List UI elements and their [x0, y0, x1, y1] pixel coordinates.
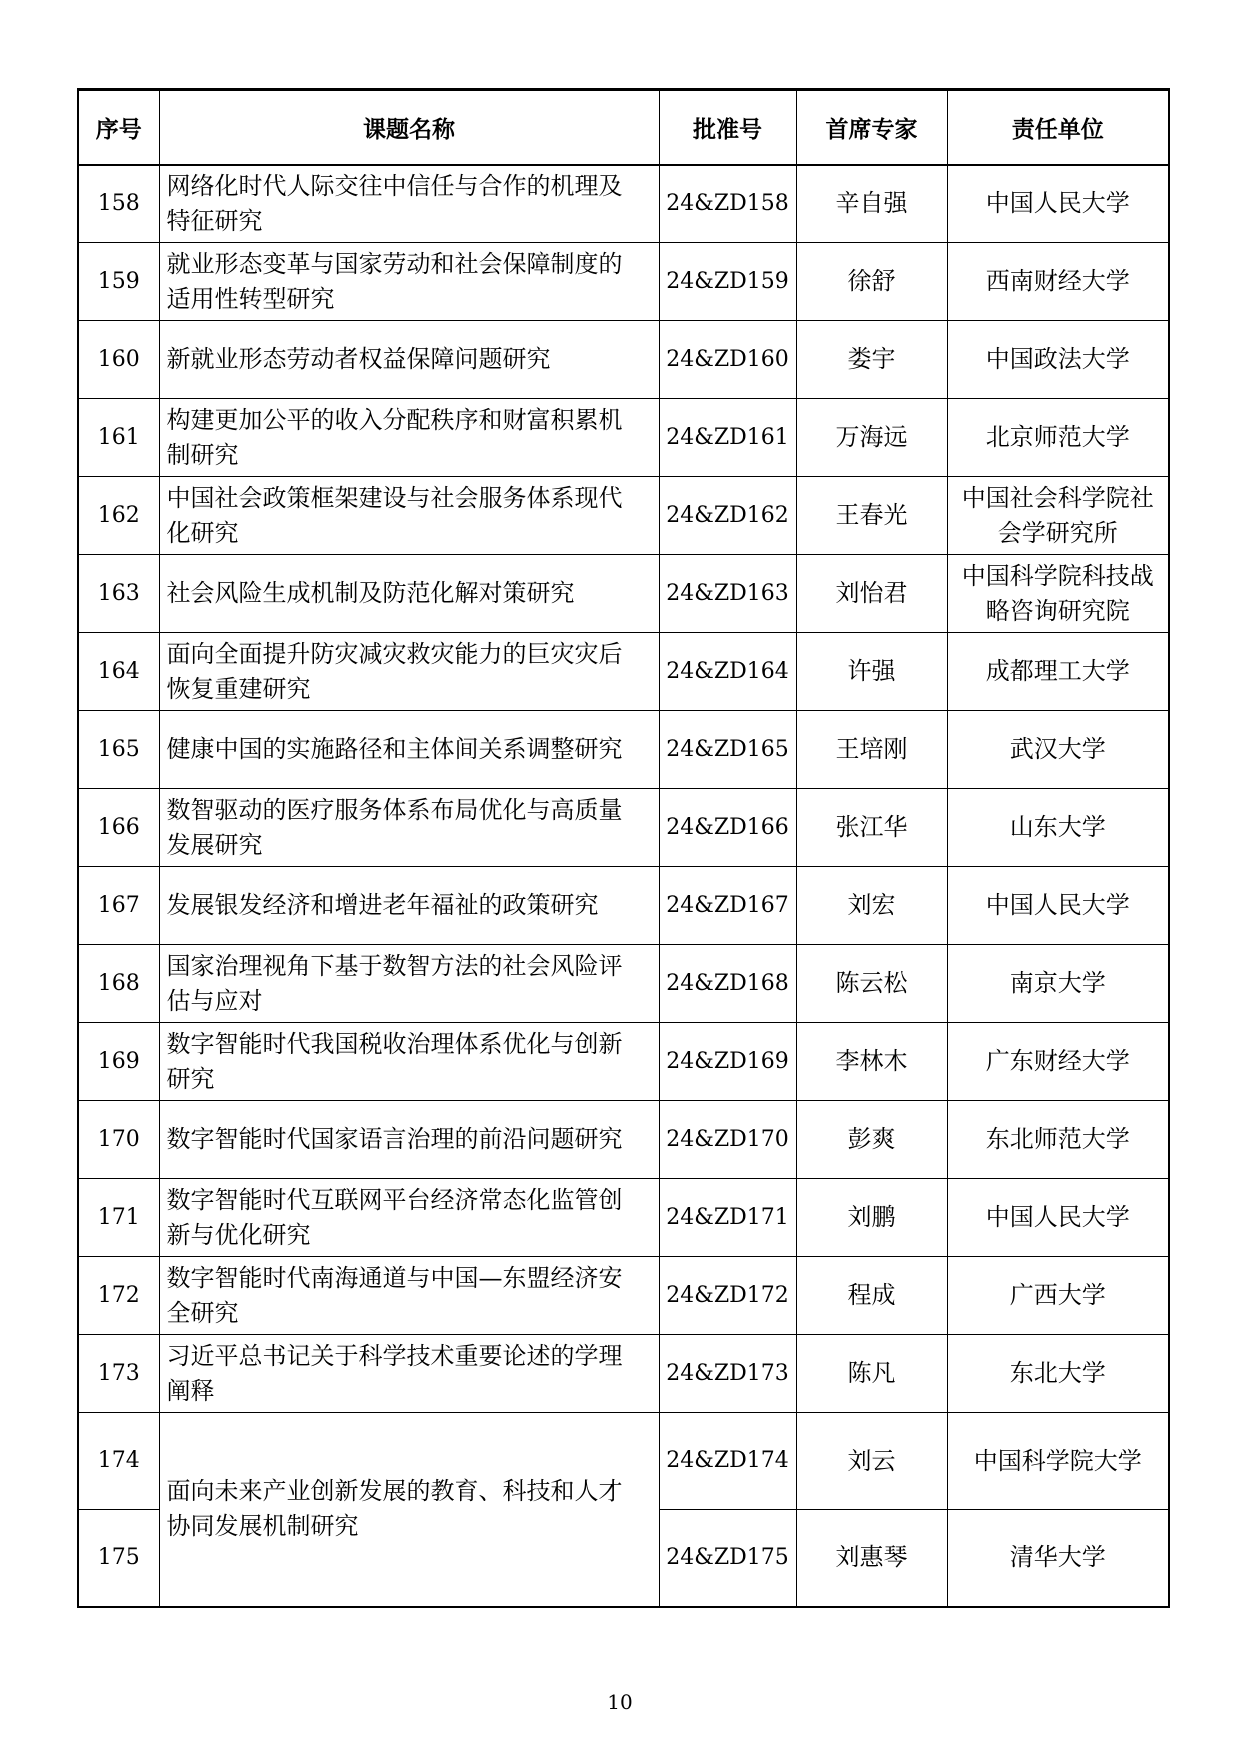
- chief-expert-cell: 刘鹏: [796, 1179, 947, 1257]
- serial-number-cell: 169: [78, 1023, 159, 1101]
- table-row: [78, 399, 1169, 477]
- header-grant-number: 批准号: [659, 90, 796, 165]
- chief-expert-cell: 刘怡君: [796, 555, 947, 633]
- header-project-title: 课题名称: [159, 90, 659, 165]
- project-title-cell: 国家治理视角下基于数智方法的社会风险评估与应对: [159, 945, 659, 1023]
- serial-number-cell: 161: [78, 399, 159, 477]
- responsible-org-cell: 中国政法大学: [947, 321, 1169, 399]
- table-row: [78, 1101, 1169, 1179]
- project-title-cell: 新就业形态劳动者权益保障问题研究: [159, 321, 659, 399]
- chief-expert-cell: 陈凡: [796, 1335, 947, 1413]
- page-number: 10: [607, 1690, 633, 1714]
- serial-number-cell: 173: [78, 1335, 159, 1413]
- table-row: [78, 633, 1169, 711]
- project-title-cell: 健康中国的实施路径和主体间关系调整研究: [159, 711, 659, 789]
- serial-number-cell: 172: [78, 1257, 159, 1335]
- table-row: [78, 711, 1169, 789]
- table-row: [78, 867, 1169, 945]
- grant-number-cell: 24&ZD166: [659, 789, 796, 867]
- header-row: [78, 90, 1169, 165]
- project-title-cell: 社会风险生成机制及防范化解对策研究: [159, 555, 659, 633]
- serial-number-cell: 168: [78, 945, 159, 1023]
- serial-number-cell: 166: [78, 789, 159, 867]
- chief-expert-cell: 王培刚: [796, 711, 947, 789]
- chief-expert-cell: 张江华: [796, 789, 947, 867]
- table-row: [78, 1179, 1169, 1257]
- chief-expert-cell: 王春光: [796, 477, 947, 555]
- chief-expert-cell: 刘宏: [796, 867, 947, 945]
- chief-expert-cell: 陈云松: [796, 945, 947, 1023]
- serial-number-cell: 171: [78, 1179, 159, 1257]
- project-title-cell: 习近平总书记关于科学技术重要论述的学理阐释: [159, 1335, 659, 1413]
- serial-number-cell: 167: [78, 867, 159, 945]
- grant-number-cell: 24&ZD162: [659, 477, 796, 555]
- responsible-org-cell: 中国人民大学: [947, 1179, 1169, 1257]
- serial-number-cell: 158: [78, 165, 159, 243]
- responsible-org-cell: 中国社会科学院社会学研究所: [947, 477, 1169, 555]
- header-chief-expert: 首席专家: [796, 90, 947, 165]
- grant-number-cell: 24&ZD167: [659, 867, 796, 945]
- table-row: [78, 1257, 1169, 1335]
- project-title-cell: 数字智能时代国家语言治理的前沿问题研究: [159, 1101, 659, 1179]
- serial-number-cell: 170: [78, 1101, 159, 1179]
- serial-number-cell: 163: [78, 555, 159, 633]
- responsible-org-cell: 武汉大学: [947, 711, 1169, 789]
- project-title-cell: 面向全面提升防灾减灾救灾能力的巨灾灾后恢复重建研究: [159, 633, 659, 711]
- project-list-table: [77, 88, 1170, 1608]
- project-title-cell: 发展银发经济和增进老年福祉的政策研究: [159, 867, 659, 945]
- responsible-org-cell: 东北大学: [947, 1335, 1169, 1413]
- chief-expert-cell: 万海远: [796, 399, 947, 477]
- table-row: [78, 1413, 1169, 1510]
- project-title-cell: 数智驱动的医疗服务体系布局优化与高质量发展研究: [159, 789, 659, 867]
- project-title-cell: 就业形态变革与国家劳动和社会保障制度的适用性转型研究: [159, 243, 659, 321]
- responsible-org-cell: 成都理工大学: [947, 633, 1169, 711]
- responsible-org-cell: 中国人民大学: [947, 165, 1169, 243]
- grant-number-cell: 24&ZD160: [659, 321, 796, 399]
- grant-number-cell: 24&ZD169: [659, 1023, 796, 1101]
- responsible-org-cell: 广西大学: [947, 1257, 1169, 1335]
- table-row: [78, 243, 1169, 321]
- table-row: [78, 945, 1169, 1023]
- grant-number-cell: 24&ZD173: [659, 1335, 796, 1413]
- serial-number-cell: 164: [78, 633, 159, 711]
- grant-number-cell: 24&ZD174: [659, 1413, 796, 1510]
- project-title-cell: 面向未来产业创新发展的教育、科技和人才协同发展机制研究: [159, 1413, 659, 1607]
- chief-expert-cell: 彭爽: [796, 1101, 947, 1179]
- chief-expert-cell: 刘惠琴: [796, 1510, 947, 1607]
- table-row: [78, 321, 1169, 399]
- table-row: [78, 165, 1169, 243]
- responsible-org-cell: 清华大学: [947, 1510, 1169, 1607]
- grant-number-cell: 24&ZD163: [659, 555, 796, 633]
- grant-number-cell: 24&ZD159: [659, 243, 796, 321]
- table-header: [78, 90, 1169, 165]
- chief-expert-cell: 辛自强: [796, 165, 947, 243]
- chief-expert-cell: 徐舒: [796, 243, 947, 321]
- grant-number-cell: 24&ZD175: [659, 1510, 796, 1607]
- serial-number-cell: 174: [78, 1413, 159, 1510]
- responsible-org-cell: 中国科学院大学: [947, 1413, 1169, 1510]
- table-row: [78, 555, 1169, 633]
- grant-number-cell: 24&ZD161: [659, 399, 796, 477]
- grant-number-cell: 24&ZD164: [659, 633, 796, 711]
- project-title-cell: 中国社会政策框架建设与社会服务体系现代化研究: [159, 477, 659, 555]
- table-row: [78, 477, 1169, 555]
- chief-expert-cell: 李林木: [796, 1023, 947, 1101]
- serial-number-cell: 165: [78, 711, 159, 789]
- responsible-org-cell: 西南财经大学: [947, 243, 1169, 321]
- serial-number-cell: 175: [78, 1510, 159, 1607]
- project-title-cell: 构建更加公平的收入分配秩序和财富积累机制研究: [159, 399, 659, 477]
- grant-number-cell: 24&ZD158: [659, 165, 796, 243]
- grant-number-cell: 24&ZD170: [659, 1101, 796, 1179]
- grant-number-cell: 24&ZD168: [659, 945, 796, 1023]
- serial-number-cell: 160: [78, 321, 159, 399]
- serial-number-cell: 159: [78, 243, 159, 321]
- serial-number-cell: 162: [78, 477, 159, 555]
- responsible-org-cell: 中国人民大学: [947, 867, 1169, 945]
- header-responsible-org: 责任单位: [947, 90, 1169, 165]
- chief-expert-cell: 娄宇: [796, 321, 947, 399]
- responsible-org-cell: 南京大学: [947, 945, 1169, 1023]
- responsible-org-cell: 山东大学: [947, 789, 1169, 867]
- responsible-org-cell: 北京师范大学: [947, 399, 1169, 477]
- grant-number-cell: 24&ZD171: [659, 1179, 796, 1257]
- project-title-cell: 数字智能时代我国税收治理体系优化与创新研究: [159, 1023, 659, 1101]
- chief-expert-cell: 刘云: [796, 1413, 947, 1510]
- grant-number-cell: 24&ZD165: [659, 711, 796, 789]
- responsible-org-cell: 中国科学院科技战略咨询研究院: [947, 555, 1169, 633]
- table-row: [78, 789, 1169, 867]
- project-title-cell: 网络化时代人际交往中信任与合作的机理及特征研究: [159, 165, 659, 243]
- table-row: [78, 1335, 1169, 1413]
- table-body: [78, 165, 1169, 1607]
- project-title-cell: 数字智能时代南海通道与中国—东盟经济安全研究: [159, 1257, 659, 1335]
- header-serial-number: 序号: [78, 90, 159, 165]
- project-title-cell: 数字智能时代互联网平台经济常态化监管创新与优化研究: [159, 1179, 659, 1257]
- chief-expert-cell: 程成: [796, 1257, 947, 1335]
- table-row: [78, 1023, 1169, 1101]
- grant-number-cell: 24&ZD172: [659, 1257, 796, 1335]
- responsible-org-cell: 东北师范大学: [947, 1101, 1169, 1179]
- responsible-org-cell: 广东财经大学: [947, 1023, 1169, 1101]
- chief-expert-cell: 许强: [796, 633, 947, 711]
